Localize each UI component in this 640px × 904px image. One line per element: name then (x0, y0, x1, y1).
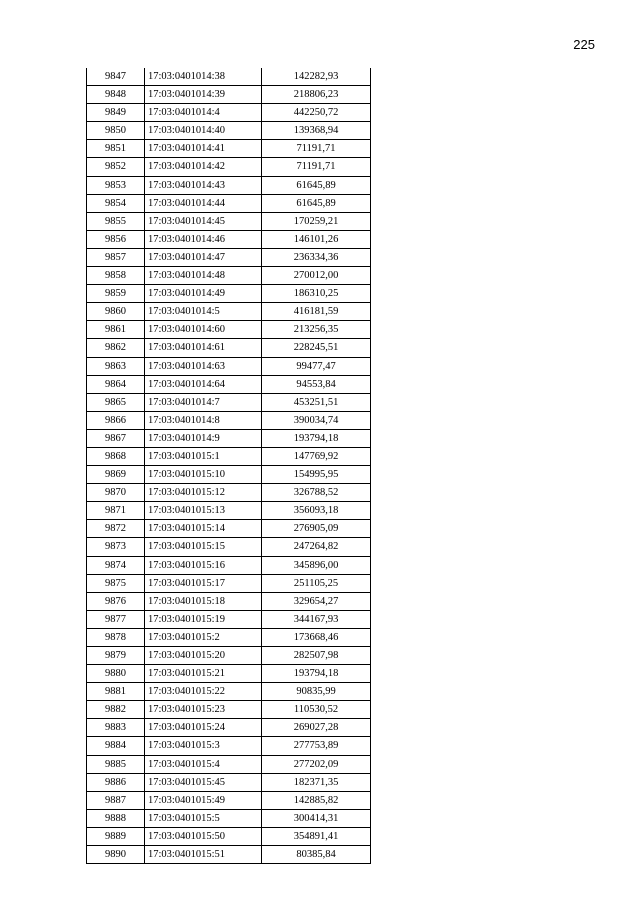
cadastral-number-cell: 17:03:0401015:50 (145, 827, 262, 845)
value-cell: 61645,89 (262, 176, 371, 194)
row-number-cell: 9856 (87, 230, 145, 248)
row-number-cell: 9869 (87, 466, 145, 484)
table-row (87, 267, 371, 285)
cadastral-number-cell: 17:03:0401015:14 (145, 520, 262, 538)
table-row (87, 194, 371, 212)
row-number-cell: 9889 (87, 827, 145, 845)
table-row (87, 447, 371, 465)
value-cell: 354891,41 (262, 827, 371, 845)
cadastral-number-cell: 17:03:0401014:43 (145, 176, 262, 194)
cadastral-number-cell: 17:03:0401015:1 (145, 447, 262, 465)
table-row (87, 122, 371, 140)
value-cell: 251105,25 (262, 574, 371, 592)
row-number-cell: 9873 (87, 538, 145, 556)
row-number-cell: 9866 (87, 411, 145, 429)
value-cell: 345896,00 (262, 556, 371, 574)
table-row (87, 357, 371, 375)
value-cell: 139368,94 (262, 122, 371, 140)
table-row (87, 520, 371, 538)
table-row (87, 86, 371, 104)
value-cell: 277202,09 (262, 755, 371, 773)
table-row (87, 592, 371, 610)
table-row (87, 248, 371, 266)
cadastral-number-cell: 17:03:0401014:64 (145, 375, 262, 393)
row-number-cell: 9877 (87, 610, 145, 628)
table-row (87, 737, 371, 755)
value-cell: 186310,25 (262, 285, 371, 303)
cadastral-number-cell: 17:03:0401015:12 (145, 484, 262, 502)
value-cell: 61645,89 (262, 194, 371, 212)
row-number-cell: 9867 (87, 429, 145, 447)
value-cell: 154995,95 (262, 466, 371, 484)
row-number-cell: 9853 (87, 176, 145, 194)
cadastral-number-cell: 17:03:0401015:16 (145, 556, 262, 574)
cadastral-number-cell: 17:03:0401015:23 (145, 701, 262, 719)
value-cell: 170259,21 (262, 212, 371, 230)
table-row (87, 647, 371, 665)
table-row (87, 719, 371, 737)
value-cell: 228245,51 (262, 339, 371, 357)
table-row (87, 339, 371, 357)
row-number-cell: 9864 (87, 375, 145, 393)
table-row (87, 610, 371, 628)
cadastral-number-cell: 17:03:0401014:4 (145, 104, 262, 122)
value-cell: 344167,93 (262, 610, 371, 628)
value-cell: 416181,59 (262, 303, 371, 321)
value-cell: 442250,72 (262, 104, 371, 122)
row-number-cell: 9881 (87, 683, 145, 701)
table-row (87, 556, 371, 574)
value-cell: 213256,35 (262, 321, 371, 339)
cadastral-number-cell: 17:03:0401015:49 (145, 791, 262, 809)
row-number-cell: 9870 (87, 484, 145, 502)
value-cell: 147769,92 (262, 447, 371, 465)
cadastral-number-cell: 17:03:0401015:18 (145, 592, 262, 610)
table-row (87, 285, 371, 303)
cadastral-number-cell: 17:03:0401014:9 (145, 429, 262, 447)
table-row (87, 665, 371, 683)
row-number-cell: 9862 (87, 339, 145, 357)
row-number-cell: 9885 (87, 755, 145, 773)
cadastral-number-cell: 17:03:0401014:61 (145, 339, 262, 357)
row-number-cell: 9879 (87, 647, 145, 665)
value-cell: 390034,74 (262, 411, 371, 429)
cadastral-number-cell: 17:03:0401015:5 (145, 809, 262, 827)
table-row (87, 502, 371, 520)
cadastral-number-cell: 17:03:0401015:24 (145, 719, 262, 737)
table-row (87, 230, 371, 248)
table-row (87, 176, 371, 194)
value-cell: 326788,52 (262, 484, 371, 502)
cadastral-number-cell: 17:03:0401015:20 (145, 647, 262, 665)
row-number-cell: 9868 (87, 447, 145, 465)
cadastral-number-cell: 17:03:0401014:49 (145, 285, 262, 303)
row-number-cell: 9860 (87, 303, 145, 321)
row-number-cell: 9852 (87, 158, 145, 176)
row-number-cell: 9858 (87, 267, 145, 285)
cadastral-number-cell: 17:03:0401014:44 (145, 194, 262, 212)
row-number-cell: 9851 (87, 140, 145, 158)
table-row (87, 827, 371, 845)
value-cell: 99477,47 (262, 357, 371, 375)
table-row (87, 375, 371, 393)
row-number-cell: 9850 (87, 122, 145, 140)
value-cell: 142282,93 (262, 68, 371, 86)
value-cell: 80385,84 (262, 846, 371, 864)
table-row (87, 212, 371, 230)
value-cell: 193794,18 (262, 665, 371, 683)
value-cell: 193794,18 (262, 429, 371, 447)
row-number-cell: 9887 (87, 791, 145, 809)
cadastral-number-cell: 17:03:0401014:8 (145, 411, 262, 429)
table-row (87, 484, 371, 502)
row-number-cell: 9875 (87, 574, 145, 592)
row-number-cell: 9871 (87, 502, 145, 520)
cadastral-value-table (86, 68, 371, 864)
value-cell: 329654,27 (262, 592, 371, 610)
table-row (87, 574, 371, 592)
table-row (87, 628, 371, 646)
value-cell: 236334,36 (262, 248, 371, 266)
value-cell: 110530,52 (262, 701, 371, 719)
value-cell: 173668,46 (262, 628, 371, 646)
row-number-cell: 9880 (87, 665, 145, 683)
table-row (87, 683, 371, 701)
value-cell: 282507,98 (262, 647, 371, 665)
row-number-cell: 9854 (87, 194, 145, 212)
row-number-cell: 9884 (87, 737, 145, 755)
value-cell: 71191,71 (262, 158, 371, 176)
table-row (87, 429, 371, 447)
cadastral-number-cell: 17:03:0401015:51 (145, 846, 262, 864)
row-number-cell: 9855 (87, 212, 145, 230)
row-number-cell: 9872 (87, 520, 145, 538)
value-cell: 277753,89 (262, 737, 371, 755)
value-cell: 182371,35 (262, 773, 371, 791)
row-number-cell: 9886 (87, 773, 145, 791)
table-row (87, 104, 371, 122)
table-row (87, 846, 371, 864)
value-cell: 300414,31 (262, 809, 371, 827)
cadastral-number-cell: 17:03:0401015:22 (145, 683, 262, 701)
page-number: 225 (573, 37, 595, 52)
table-row (87, 791, 371, 809)
row-number-cell: 9883 (87, 719, 145, 737)
cadastral-number-cell: 17:03:0401014:7 (145, 393, 262, 411)
value-cell: 453251,51 (262, 393, 371, 411)
cadastral-number-cell: 17:03:0401015:17 (145, 574, 262, 592)
value-cell: 276905,09 (262, 520, 371, 538)
cadastral-number-cell: 17:03:0401014:60 (145, 321, 262, 339)
value-cell: 146101,26 (262, 230, 371, 248)
row-number-cell: 9878 (87, 628, 145, 646)
table-row (87, 158, 371, 176)
table-row (87, 303, 371, 321)
table-row (87, 321, 371, 339)
cadastral-number-cell: 17:03:0401014:45 (145, 212, 262, 230)
row-number-cell: 9882 (87, 701, 145, 719)
cadastral-number-cell: 17:03:0401014:5 (145, 303, 262, 321)
table-row (87, 411, 371, 429)
row-number-cell: 9876 (87, 592, 145, 610)
cadastral-number-cell: 17:03:0401014:48 (145, 267, 262, 285)
table-body (87, 68, 371, 864)
table-row (87, 68, 371, 86)
table-row (87, 140, 371, 158)
row-number-cell: 9863 (87, 357, 145, 375)
cadastral-number-cell: 17:03:0401014:42 (145, 158, 262, 176)
cadastral-number-cell: 17:03:0401015:19 (145, 610, 262, 628)
row-number-cell: 9849 (87, 104, 145, 122)
cadastral-number-cell: 17:03:0401014:63 (145, 357, 262, 375)
value-cell: 142885,82 (262, 791, 371, 809)
row-number-cell: 9847 (87, 68, 145, 86)
cadastral-number-cell: 17:03:0401014:38 (145, 68, 262, 86)
cadastral-number-cell: 17:03:0401014:41 (145, 140, 262, 158)
row-number-cell: 9865 (87, 393, 145, 411)
table-row (87, 466, 371, 484)
cadastral-number-cell: 17:03:0401015:13 (145, 502, 262, 520)
table-row (87, 701, 371, 719)
row-number-cell: 9874 (87, 556, 145, 574)
cadastral-number-cell: 17:03:0401015:4 (145, 755, 262, 773)
row-number-cell: 9861 (87, 321, 145, 339)
row-number-cell: 9859 (87, 285, 145, 303)
value-cell: 71191,71 (262, 140, 371, 158)
table-row (87, 755, 371, 773)
table-row (87, 393, 371, 411)
row-number-cell: 9888 (87, 809, 145, 827)
value-cell: 269027,28 (262, 719, 371, 737)
row-number-cell: 9848 (87, 86, 145, 104)
cadastral-number-cell: 17:03:0401015:21 (145, 665, 262, 683)
table-row (87, 538, 371, 556)
value-cell: 94553,84 (262, 375, 371, 393)
value-cell: 270012,00 (262, 267, 371, 285)
cadastral-number-cell: 17:03:0401015:3 (145, 737, 262, 755)
cadastral-number-cell: 17:03:0401015:2 (145, 628, 262, 646)
cadastral-number-cell: 17:03:0401015:15 (145, 538, 262, 556)
cadastral-number-cell: 17:03:0401014:46 (145, 230, 262, 248)
cadastral-number-cell: 17:03:0401015:10 (145, 466, 262, 484)
row-number-cell: 9857 (87, 248, 145, 266)
value-cell: 356093,18 (262, 502, 371, 520)
value-cell: 247264,82 (262, 538, 371, 556)
value-cell: 218806,23 (262, 86, 371, 104)
cadastral-number-cell: 17:03:0401014:40 (145, 122, 262, 140)
cadastral-number-cell: 17:03:0401014:47 (145, 248, 262, 266)
table-row (87, 773, 371, 791)
table-row (87, 809, 371, 827)
cadastral-number-cell: 17:03:0401015:45 (145, 773, 262, 791)
cadastral-number-cell: 17:03:0401014:39 (145, 86, 262, 104)
value-cell: 90835,99 (262, 683, 371, 701)
row-number-cell: 9890 (87, 846, 145, 864)
